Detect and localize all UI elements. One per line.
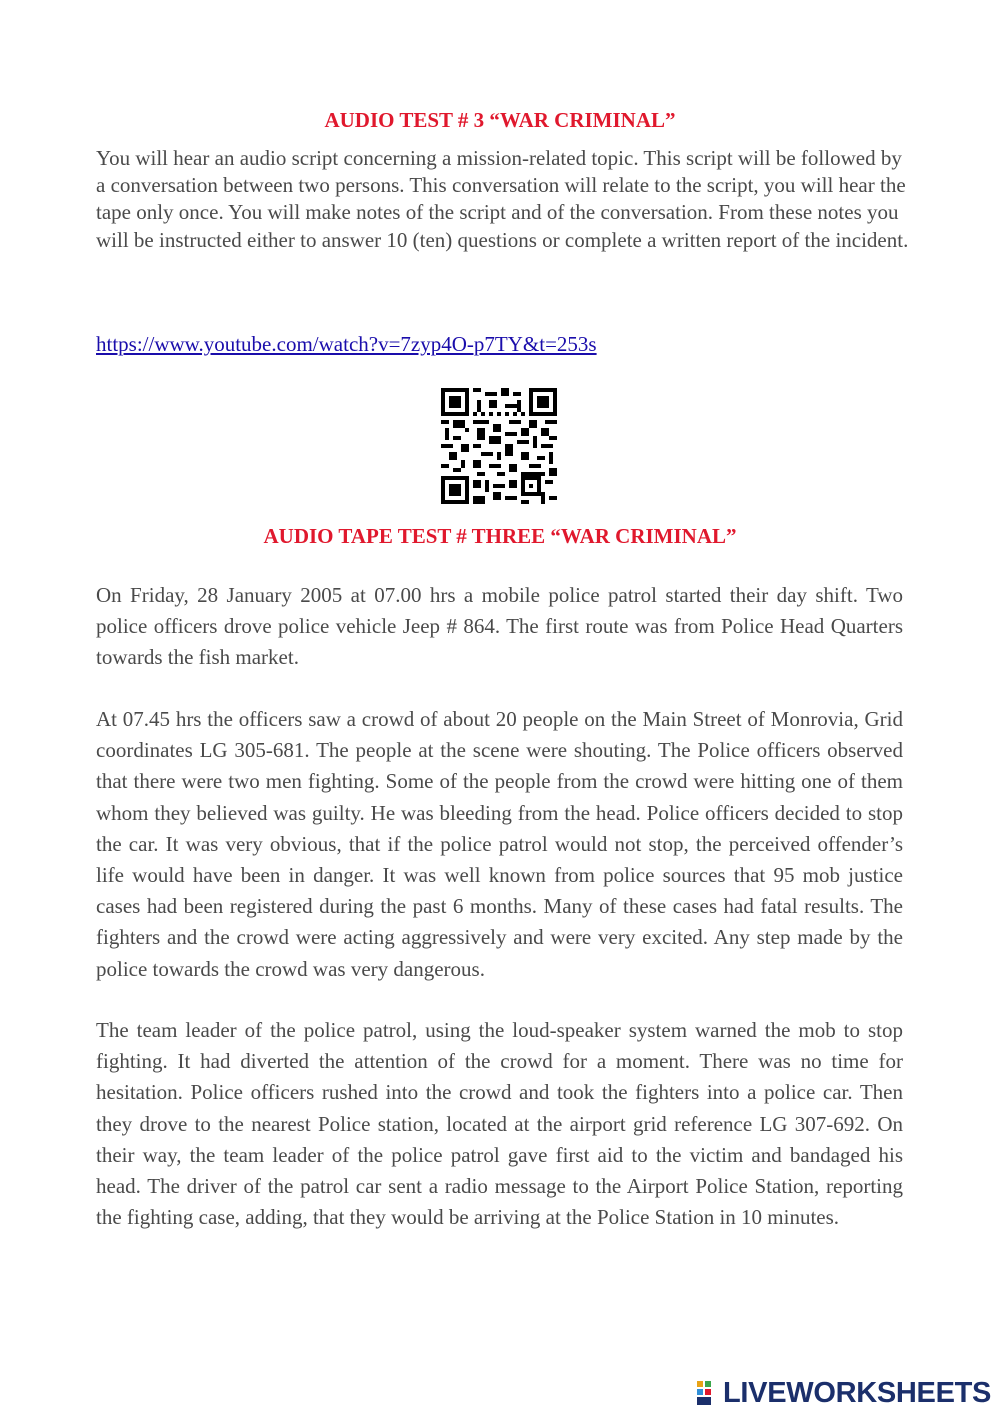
story-paragraph: On Friday, 28 January 2005 at 07.00 hrs a mobile police patrol started their day shift. Two police officers drove police vehicle Jeep # 864. The first route was from Police Head Quarters towards the fish market. <box>96 583 903 670</box>
footer-logo[interactable] <box>697 1376 991 1410</box>
section-title: AUDIO TAPE TEST # THREE “WAR CRIMINAL” <box>263 524 737 548</box>
logo-text: LIVEWORKSHEETS <box>723 1376 992 1409</box>
story-paragraph: At 07.45 hrs the officers saw a crowd of about 20 people on the Main Street of Monrovia, Grid coordinates LG 305-681. The people at the scene were shouting. The Police officers observed that there were two men fighting. Some of the people from the crowd were hitting one of them whom they believed was guilty. He was bleeding from the head. Police officers decided to stop the car. It was very obvious, that if the police patrol would not stop, the perceived offender’s life would have been in danger. It was well known from police sources that 95 mob justice cases had been registered during the past 6 months. Many of these cases had fatal results. The fighters and the crowd were acting aggressively and were very excited. Any step made by the police towards the crowd was very dangerous. <box>96 707 903 981</box>
liveworksheets-logo-icon <box>697 1379 719 1407</box>
intro-paragraph: You will hear an audio script concerning a mission-related topic. This script will be followed by a conversation between two persons. This conversation will relate to the script, you will hear the tape only once. You will make notes of the script and of the conversation. From these notes you will be instructed either to answer 10 (ten) questions or complete a written report of the incident. <box>96 146 909 252</box>
youtube-link[interactable]: https://www.youtube.com/watch?v=7zyp4O-p7TY&t=253s <box>96 332 597 356</box>
page-title: AUDIO TEST # 3 “WAR CRIMINAL” <box>324 108 676 132</box>
story-paragraph: The team leader of the police patrol, using the loud-speaker system warned the mob to stop fighting. It had diverted the attention of the crowd for a moment. There was no time for hesitation. Police officers rushed into the crowd and took the fighters into a police car. Then they drove to the nearest Police station, located at the airport grid reference LG 307-692. On their way, the team leader of the police patrol gave first aid to the victim and bandaged his head. The driver of the patrol car sent a radio message to the Airport Police Station, reporting the fighting case, adding, that they would be arriving at the Police Station in 10 minutes. <box>96 1018 903 1230</box>
qr-code-icon <box>441 388 557 504</box>
